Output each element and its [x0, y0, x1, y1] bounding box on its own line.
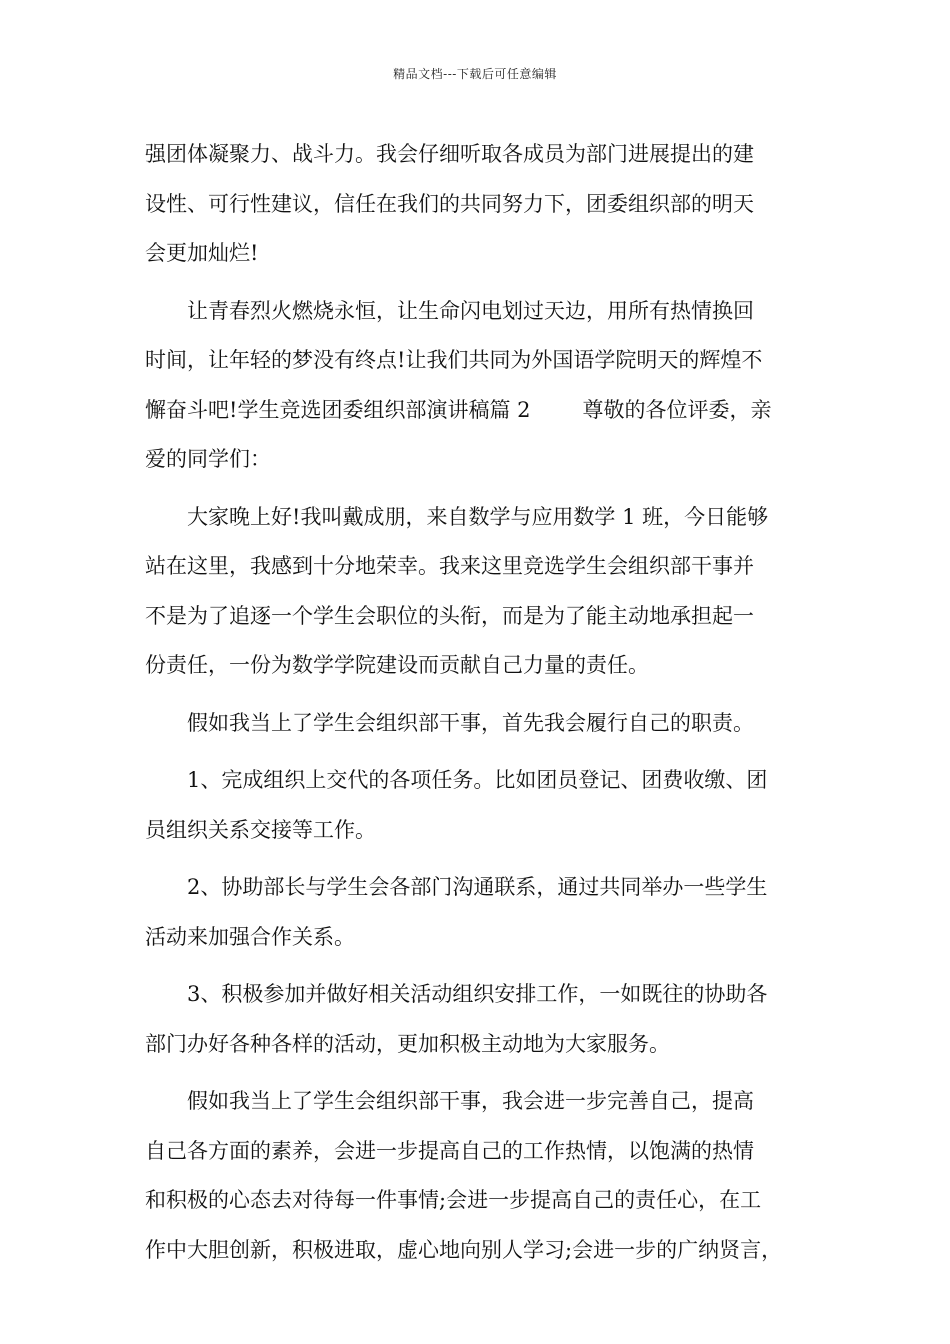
document-body — [145, 130, 810, 1283]
salutation-text-cont: 亲 — [750, 397, 772, 422]
text-line: 设性、可行性建议，信任在我们的共同努力下，团委组织部的明天 — [145, 191, 754, 216]
text-line: 让青春烈火燃烧永恒，让生命闪电划过天边，用所有热情换回 — [187, 298, 754, 323]
paragraph-6 — [145, 863, 810, 962]
text-line: 时间，让年轻的梦没有终点!让我们共同为外国语学院明天的辉煌不 — [145, 348, 763, 372]
paragraph-2 — [145, 287, 810, 485]
text-line: 不是为了追逐一个学生会职位的头衔，而是为了能主动地承担起一 — [145, 603, 754, 628]
text-line: 自己各方面的素养，会进一步提高自己的工作热情，以饱满的热情 — [145, 1138, 754, 1163]
text-line: 活动来加强合作关系。 — [145, 924, 355, 949]
heading-text: 懈奋斗吧!学生竞选团委组织部演讲稿篇 2 — [145, 397, 531, 422]
paragraph-7 — [145, 970, 810, 1069]
text-line: 会更加灿烂! — [145, 241, 259, 265]
paragraph-8 — [145, 1077, 810, 1275]
paragraph-5 — [145, 756, 810, 855]
text-line: 2、协助部长与学生会各部门沟通联系，通过共同举办一些学生 — [187, 875, 768, 899]
text-line: 员组织关系交接等工作。 — [145, 817, 376, 842]
text-line: 和积极的心态去对待每一件事情;会进一步提高自己的责任心，在工 — [145, 1188, 762, 1212]
text-line: 份责任，一份为数学学院建设而贡献自己力量的责任。 — [145, 653, 649, 677]
page-header: 精品文档---下载后可任意编辑 — [393, 67, 557, 81]
paragraph-4 — [145, 699, 810, 749]
text-line: 3、积极参加并做好相关活动组织安排工作，一如既往的协助各 — [187, 982, 768, 1006]
text-line: 站在这里，我感到十分地荣幸。我来这里竞选学生会组织部干事并 — [145, 554, 754, 578]
text-line-with-heading — [145, 386, 810, 436]
salutation-text: 尊敬的各位评委， — [582, 397, 751, 422]
text-line: 假如我当上了学生会组织部干事，首先我会履行自己的职责。 — [187, 710, 754, 735]
text-line: 假如我当上了学生会组织部干事，我会进一步完善自己，提高 — [187, 1089, 754, 1113]
text-line: 大家晚上好!我叫戴成朋，来自数学与应用数学 1 班，今日能够 — [187, 504, 769, 529]
text-line: 作中大胆创新，积极进取，虚心地向别人学习;会进一步的广纳贤言， — [145, 1237, 783, 1262]
text-line: 爱的同学们： — [145, 447, 271, 471]
text-line: 部门办好各种各样的活动，更加积极主动地为大家服务。 — [145, 1031, 670, 1056]
paragraph-3 — [145, 493, 810, 691]
paragraph-1 — [145, 130, 810, 279]
text-line: 强团体凝聚力、战斗力。我会仔细听取各成员为部门进展提出的建 — [145, 142, 754, 166]
text-line: 1、完成组织上交代的各项任务。比如团员登记、团费收缴、团 — [187, 768, 768, 792]
